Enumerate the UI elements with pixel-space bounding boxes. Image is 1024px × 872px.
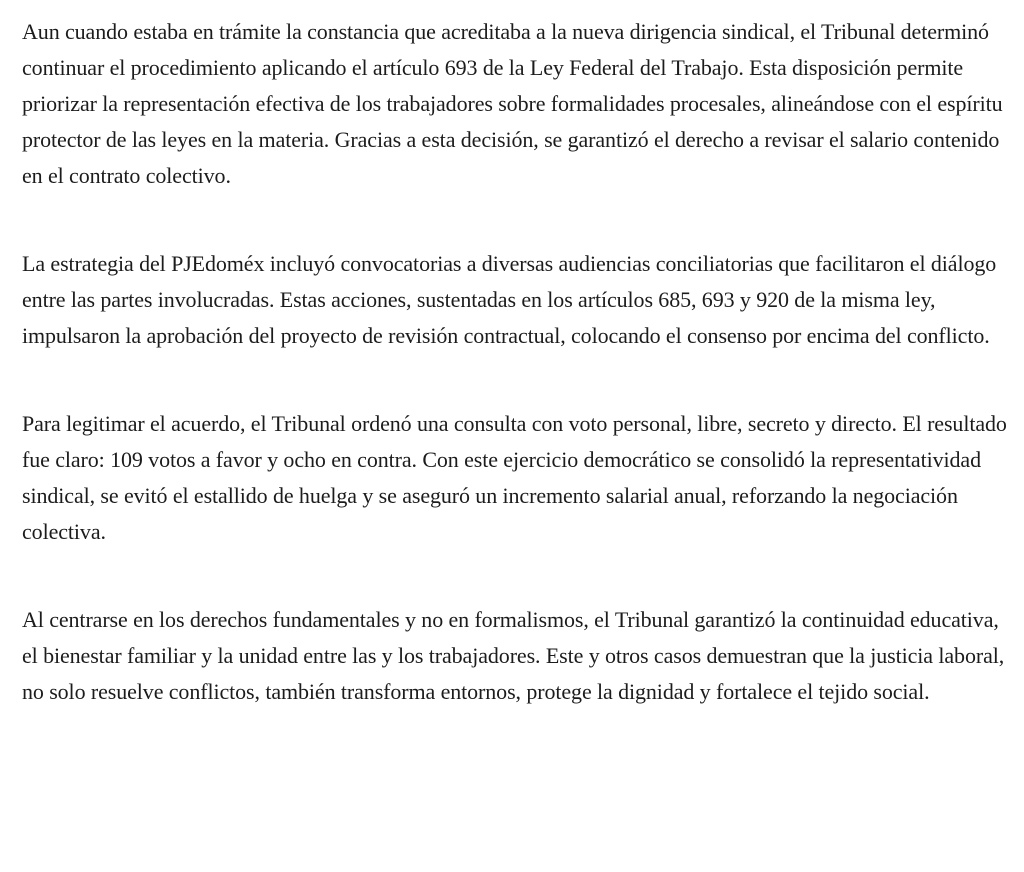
article-paragraph-2: La estrategia del PJEdoméx incluyó convocatorias a diversas audiencias conciliatorias que facilitaron el diálogo entre las partes involucradas. Estas acciones, sustentadas en los artículos 685, 693 y 920 de la misma ley, impulsaron la aprobación del proyecto de revisión contractual, colocando el consenso por encima del conflicto. xyxy=(22,251,997,348)
article-paragraph-3: Para legitimar el acuerdo, el Tribunal ordenó una consulta con voto personal, libre, secreto y directo. El resultado fue claro: 109 votos a favor y ocho en contra. Con este ejercicio democrático se consolidó la representatividad sindical, se evitó el estallido de huelga y se aseguró un incremento salarial anual, reforzando la negociación colectiva. xyxy=(22,411,1007,544)
article-body xyxy=(22,14,1007,762)
article-paragraph-1: Aun cuando estaba en trámite la constancia que acreditaba a la nueva dirigencia sindical, el Tribunal determinó continuar el procedimiento aplicando el artículo 693 de la Ley Federal del Trabajo. Esta disposición permite priorizar la representación efectiva de los trabajadores sobre formalidades procesales, alineándose con el espíritu protector de las leyes en la materia. Gracias a esta decisión, se garantizó el derecho a revisar el salario contenido en el contrato colectivo. xyxy=(22,19,1003,188)
article-paragraph-4: Al centrarse en los derechos fundamentales y no en formalismos, el Tribunal garantizó la continuidad educativa, el bienestar familiar y la unidad entre las y los trabajadores. Este y otros casos demuestran que la justicia laboral, no solo resuelve conflictos, también transforma entornos, protege la dignidad y fortalece el tejido social. xyxy=(22,607,1005,704)
